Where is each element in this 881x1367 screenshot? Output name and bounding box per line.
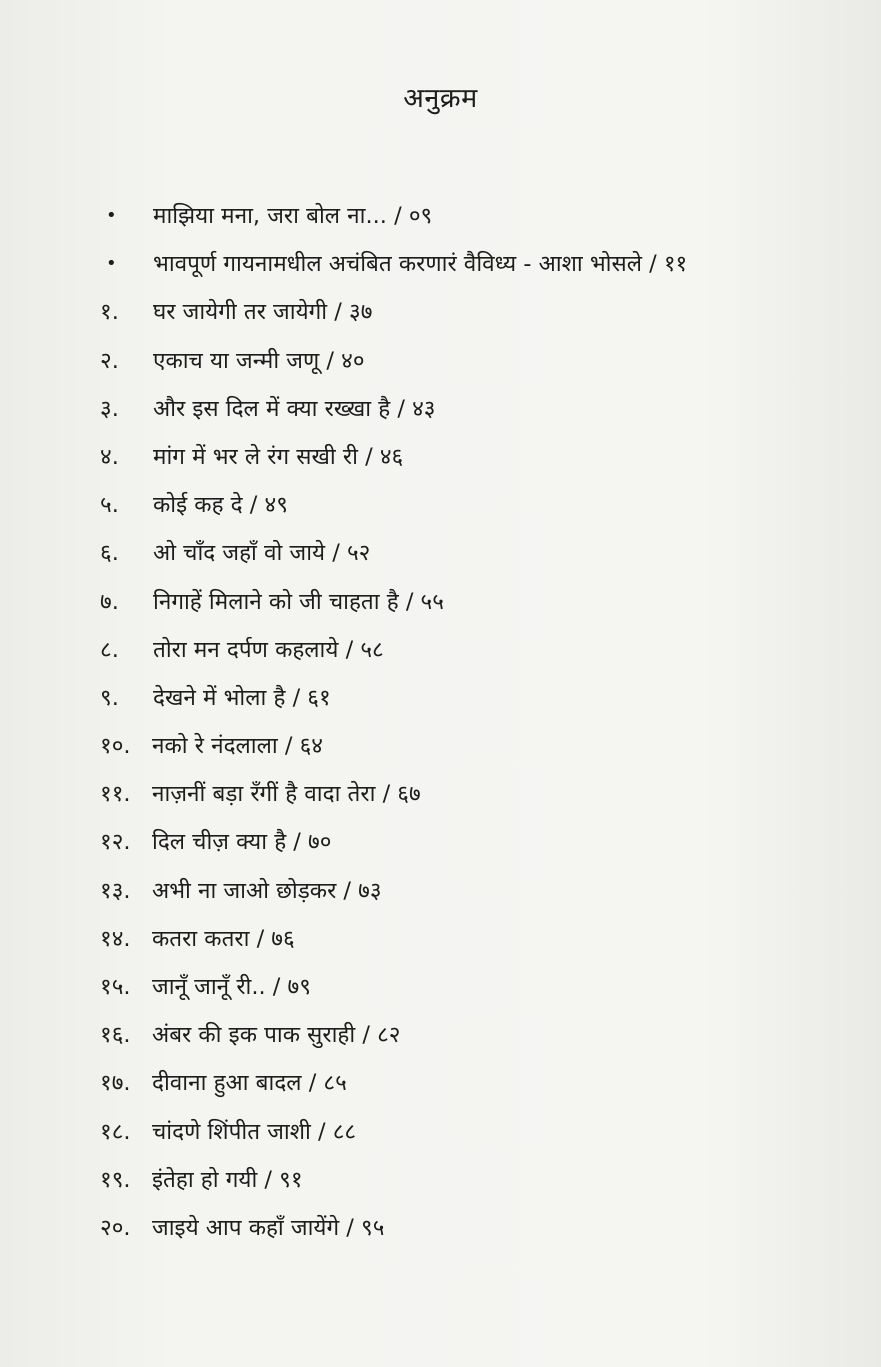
entry-number: १५. xyxy=(100,974,131,1000)
toc-entry xyxy=(100,1160,820,1208)
entry-number: १९. xyxy=(100,1166,131,1193)
toc-entry xyxy=(100,582,820,630)
toc-entry xyxy=(100,1112,820,1160)
entry-title: भावपूर्ण गायनामधील अचंबित करणारं वैविध्य - आशा भोसले / ११ xyxy=(153,251,688,278)
toc-entry xyxy=(100,1015,820,1063)
entry-title: जाइये आप कहाँ जायेंगे / ९५ xyxy=(152,1214,385,1241)
entry-number: १०. xyxy=(100,733,131,760)
entry-title: कतरा कतरा / ७६ xyxy=(152,925,295,952)
entry-number: १३. xyxy=(100,877,131,904)
bullet-marker: • xyxy=(106,205,117,226)
entry-number: ४. xyxy=(100,443,119,470)
toc-entry xyxy=(100,244,820,292)
entry-number: २०. xyxy=(100,1214,131,1241)
bullet-marker: • xyxy=(106,253,117,275)
toc-entry xyxy=(100,533,820,581)
entry-title: नाज़नीं बड़ा रँगीं है वादा तेरा / ६७ xyxy=(152,781,421,808)
entry-title: दीवाना हुआ बादल / ८५ xyxy=(152,1070,347,1097)
entry-title: एकाच या जन्मी जणू / ४० xyxy=(153,347,365,374)
page-title: अनुक्रम xyxy=(403,83,478,114)
entry-number: ७. xyxy=(100,588,119,615)
entry-number: १६. xyxy=(100,1022,131,1049)
entry-number: ८. xyxy=(100,636,119,663)
entry-number: १२. xyxy=(100,829,131,856)
entry-title: कोई कह दे / ४९ xyxy=(153,492,288,519)
entry-number: ११. xyxy=(100,781,131,808)
entry-title: दिल चीज़ क्या है / ७० xyxy=(152,829,332,856)
entry-number: ६. xyxy=(100,540,119,567)
entry-number: १४. xyxy=(100,925,131,952)
entry-number: १८. xyxy=(100,1118,131,1145)
toc-entry xyxy=(100,678,820,726)
toc-entry xyxy=(100,967,820,1015)
entry-title: और इस दिल में क्या रख्खा है / ४३ xyxy=(153,395,436,422)
entry-title: ओ चाँद जहाँ वो जाये / ५२ xyxy=(153,540,371,567)
entry-number: १. xyxy=(100,299,119,326)
entry-number: १७. xyxy=(100,1070,131,1097)
entry-title: मांग में भर ले रंग सखी री / ४६ xyxy=(153,443,404,470)
toc-entry xyxy=(100,1208,820,1256)
toc-entry xyxy=(100,196,820,244)
entry-title: देखने में भोला है / ६१ xyxy=(153,684,331,711)
toc-entry xyxy=(100,389,820,437)
entry-title: अंबर की इक पाक सुराही / ८२ xyxy=(152,1022,401,1049)
toc-entry xyxy=(100,1063,820,1111)
entry-title: तोरा मन दर्पण कहलाये / ५८ xyxy=(153,636,384,663)
entry-title: जानूँ जानूँ री.. / ७९ xyxy=(152,974,311,1000)
toc-entry xyxy=(100,919,820,967)
toc-entry xyxy=(100,437,820,485)
entry-number: २. xyxy=(100,347,119,374)
toc-entry xyxy=(100,292,820,340)
toc-entry xyxy=(100,822,820,870)
entry-title: अभी ना जाओ छोड़कर / ७३ xyxy=(152,877,382,904)
toc-entry xyxy=(100,871,820,919)
toc-entry xyxy=(100,774,820,822)
entry-title: निगाहें मिलाने को जी चाहता है / ५५ xyxy=(153,588,444,615)
entry-number: ५. xyxy=(100,492,119,519)
entry-title: चांदणे शिंपीत जाशी / ८८ xyxy=(152,1118,357,1145)
entry-number: ९. xyxy=(100,684,119,711)
toc-entry xyxy=(100,726,820,774)
toc-entry xyxy=(100,341,820,389)
table-of-contents xyxy=(100,196,820,1256)
entry-title: घर जायेगी तर जायेगी / ३७ xyxy=(153,299,373,326)
entry-title: माझिया मना, जरा बोल ना... / ०९ xyxy=(153,203,433,229)
entry-title: इंतेहा हो गयी / ९१ xyxy=(152,1166,303,1193)
toc-entry xyxy=(100,485,820,533)
entry-title: नको रे नंदलाला / ६४ xyxy=(152,733,323,760)
toc-entry xyxy=(100,630,820,678)
entry-number: ३. xyxy=(100,395,119,422)
